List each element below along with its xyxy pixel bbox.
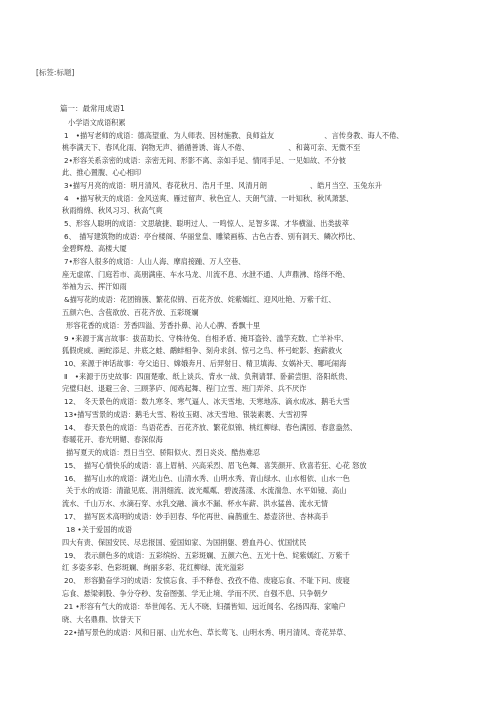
text-line: 此、推心置腹、心心相印 [62,168,142,177]
text-line: 14、 春天景色的成语：鸟语花香、百花齐放、繁花似锦、桃红柳绿、春色满园、春意盎然、 [64,423,358,432]
text-line: 16、 描写山水的成语：湖光山色、山清水秀、山明水秀、青山绿水、山水相依、山水一色 [64,474,350,483]
text-line: 22•描写景色的成语：风和日丽、山光水色、草长莺飞、山明水秀、明月清风、奇花异草、 [64,628,351,637]
text-line: 21 •形容有气大的成语：举世闻名、无人不晓、妇孺皆知、远近闻名、名扬四海、家喻户 [64,602,346,611]
text-line: 流水、千山万水、水滴石穿、水乳交融、滴水不漏、杯水车薪、洪水猛兽、流水无情 [62,499,328,508]
text-line: 完璧归赵、退避三舍、三顾茅庐、闻鸡起舞、程门立雪、班门弄斧、兵不厌诈 [62,384,307,393]
text-line: 15、 描写心情快乐的成语：喜上眉梢、兴高采烈、眉飞色舞、喜笑颜开、欣喜若狂、心花 怒放 [64,461,367,470]
text-line: 9 •来源于寓言故事：拔苗助长、守株待兔、自相矛盾、掩耳盗铃、滥竽充数、亡羊补牢、 [64,334,349,343]
text-line: 2•形容关系亲密的成语：亲密无间、形影不离、亲如手足、情同手足、一见如故、不分彼 [64,156,346,165]
text-line: 五颜六色、含苞欲放、百花齐放、五彩斑斓 [62,308,199,317]
text-line: Ⅱ •来源于历史故事：四面楚歌、纸上谈兵、背水一战、负荆请罪、卧薪尝胆、洛阳纸贵、 [64,372,353,381]
text-line: 10、来源于神话故事：夸父追日、嫦娥奔月、后羿射日、精卫填海、女娲补天、哪吒闹海 [64,359,347,368]
section-heading: 篇一：最常用成语1 [60,104,125,113]
text-line: 6、 描写建筑物的成语：亭台楼阁、华丽堂皇、雕梁画栋、古色古香、别有洞天、鳞次栉比、 [64,232,360,241]
text-line: 描写夏天的成语：烈日当空、骄阳似火、烈日炎炎、酷热难忍 [66,448,261,457]
text-line: 金碧辉煌、高楼大厦 [62,244,127,253]
text-line: 秋雨绵绵、秋风习习、秋高气爽 [62,206,163,215]
text-line: 关于水的成语：清澈见底、涓涓细流、波光粼粼、碧波荡漾、水流湍急、水平如镜、高山 [66,486,347,495]
text-line: 18 •关于爱国的成语 [66,525,132,534]
text-line: 桃李满天下、春风化雨、润物无声、循循善诱、诲人不倦、 、和蔼可亲、无微不至 [62,143,361,152]
text-line: 红 多姿多彩、色彩斑斓、绚丽多彩、花红柳绿、流光溢彩 [62,563,244,572]
document-tag: [标签:标题] [36,68,75,77]
text-line: 3•描写月亮的成语：明月清风、春花秋月、浩月千里、风清月朗 、皓月当空、玉兔东升 [64,181,382,190]
text-line: 四大有责、保国安民、尽忠报国、爱国如家、为国捐躯、碧血丹心、忧国忧民 [62,538,307,547]
text-line: 17、 描写医术高明的成语：妙手回春、华佗再世、扁鹊重生、悬壶济世、杏林高手 [64,512,329,521]
text-line: 形容花香的成语：芳香四溢、芳香扑鼻、沁人心脾、香飘十里 [66,321,261,330]
text-line: 狐假虎威、画蛇添足、井底之蛙、鹬蚌相争、刻舟求剑、惊弓之鸟、杯弓蛇影、抱薪救火 [62,346,343,355]
text-line: 7•形容人很多的成语：人山人海、摩肩接踵、万人空巷、 [64,257,246,266]
text-line: 19、 表示颜色多的成语：五彩缤纷、五彩斑斓、五颜六色、五光十色、姹紫嫣红、万紫千 [64,551,350,560]
text-line: 座无虚席、门庭若市、高朋满座、车水马龙、川流不息、水泄不通、人声鼎沸、络绎不绝、 [62,270,350,279]
text-line: 举袖为云、挥汗如雨 [62,282,127,291]
text-line: 1 •描写老师的成语：德高望重、为人师表、因材施教、良师益友 、言传身教、诲人不倦、 [64,131,404,140]
text-line: 13•描写雪景的成语：鹅毛大雪、粉妆玉砌、冰天雪地、银装素裹、大雪初霁 [64,410,308,419]
text-line: 晓、大名鼎鼎、饮誉天下 [62,615,142,624]
text-line: 小学语文成语积累 [68,118,126,127]
text-line: 12、 冬天景色的成语：数九寒冬、寒气逼人、冰天雪地、天寒地冻、滴水成冰、鹅毛大雪 [64,397,350,406]
text-line: 4 •描写秋天的成语：金风送爽、雁过留声、秋色宜人、天朗气清、一叶知秋、秋风萧瑟、 [64,194,354,203]
text-line: 春暖花开、春光明媚、春深似海 [62,435,163,444]
text-line: 忘食、悬梁刺股、争分夺秒、发奋图强、学无止境、学而不厌、自强不息、只争朝夕 [62,589,328,598]
text-line: 20、 形容勤奋学习的成语：发愤忘食、手不释卷、孜孜不倦、废寝忘食、不耻下问、废寝 [64,576,350,585]
text-line: 5、形容人聪明的成语：文思敏捷、聪明过人、一鸣惊人、足智多谋、才华横溢、出类拔萃 [64,219,349,228]
text-line: &描写花的成语：花团锦簇、繁花似锦、百花齐放、姹紫嫣红、迎风吐艳、万紫千红、 [64,295,336,304]
